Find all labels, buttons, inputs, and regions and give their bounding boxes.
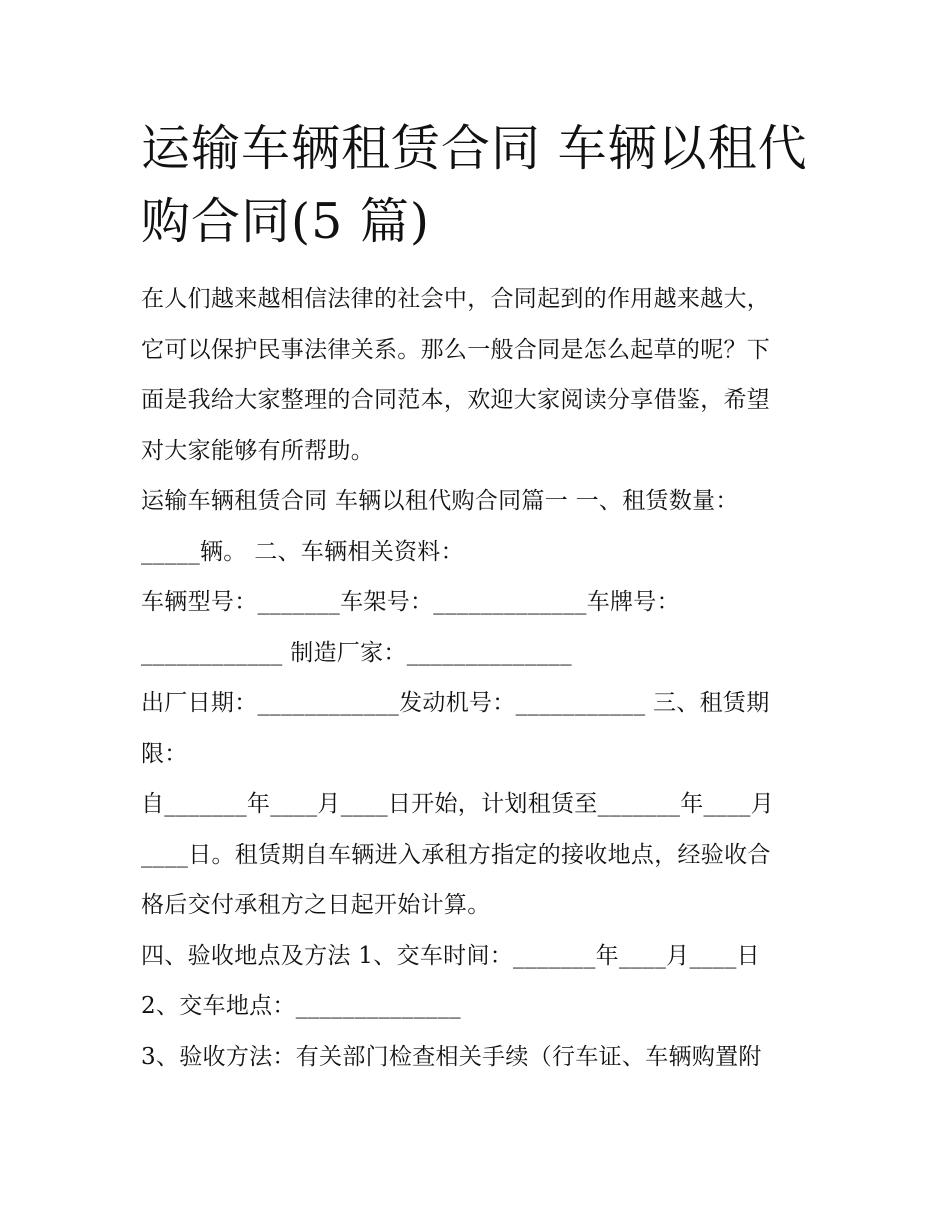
body-line: 限：	[141, 740, 188, 767]
body-line: 它可以保护民事法律关系。那么一般合同是怎么起草的呢？下	[141, 336, 771, 363]
body-line: 2、交车地点：______________	[141, 993, 461, 1019]
body-line: ____日。租赁期自车辆进入承租方指定的接收地点，经验收合	[141, 841, 771, 868]
document-body	[141, 274, 821, 1082]
body-line: 四、验收地点及方法 1、交车时间：_______年____月____日	[141, 942, 760, 969]
body-line: 面是我给大家整理的合同范本，欢迎大家阅读分享借鉴，希望	[141, 387, 771, 413]
body-line: 格后交付承租方之日起开始计算。	[141, 892, 491, 918]
body-line: 车辆型号：_______车架号：_____________车牌号：	[141, 589, 680, 615]
body-line: 在人们越来越相信法律的社会中，合同起到的作用越来越大，	[141, 286, 771, 312]
document-title	[141, 112, 821, 258]
document-content	[141, 112, 821, 1082]
body-line: ____________ 制造厂家：______________	[141, 639, 572, 666]
body-line: 对大家能够有所帮助。	[141, 437, 374, 464]
body-line: _____辆。 二、车辆相关资料：	[141, 538, 464, 565]
title-line: 购合同(5 篇)	[141, 193, 430, 250]
body-line: 自_______年____月____日开始，计划租赁至_______年____月	[141, 791, 774, 817]
title-line: 运输车辆租赁合同 车辆以租代	[141, 120, 808, 177]
body-line: 出厂日期：____________发动机号：___________ 三、租赁期	[141, 690, 770, 716]
body-line: 3、验收方法：有关部门检查相关手续（行车证、车辆购置附	[141, 1043, 762, 1070]
body-line: 运输车辆租赁合同 车辆以租代购合同篇一 一、租赁数量：	[141, 488, 739, 514]
